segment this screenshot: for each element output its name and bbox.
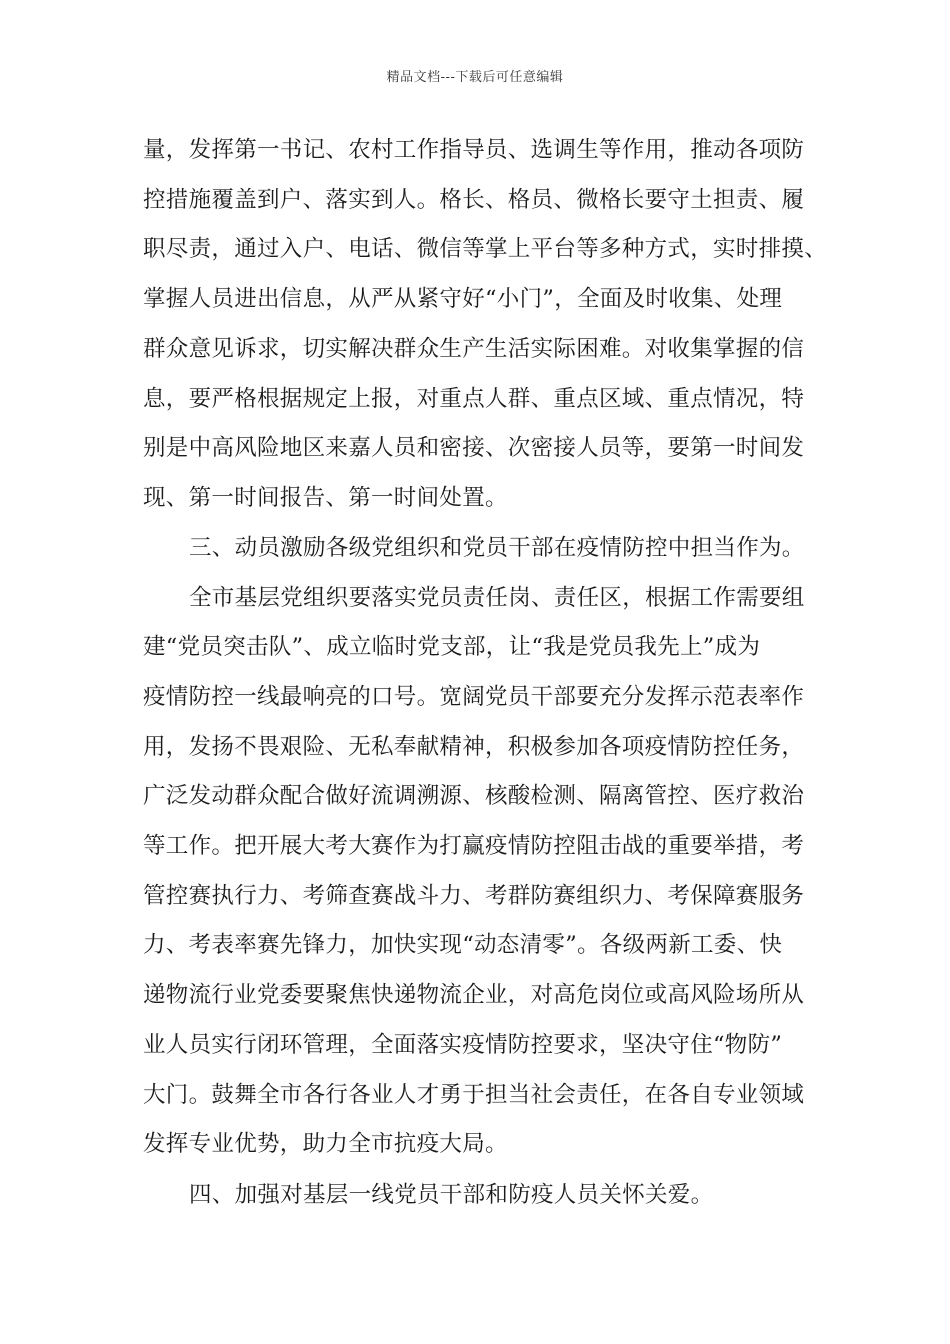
body-line: 管控赛执行力、考筛查赛战斗力、考群防赛组织力、考保障赛服务 bbox=[143, 883, 805, 909]
body-line: 量，发挥第一书记、农村工作指导员、选调生等作用，推动各项防 bbox=[143, 137, 805, 163]
body-line: 广泛发动群众配合做好流调溯源、核酸检测、隔离管控、医疗救治 bbox=[143, 783, 805, 809]
body-line: 职尽责，通过入户、电话、微信等掌上平台等多种方式，实时排摸、 bbox=[143, 236, 828, 262]
body-line: 现、第一时间报告、第一时间处置。 bbox=[143, 485, 508, 511]
body-line: 力、考表率赛先锋力，加快实现“动态清零”。各级两新工委、快 bbox=[143, 932, 783, 958]
body-line: 建“党员突击队”、成立临时党支部，让“我是党员我先上”成为 bbox=[143, 634, 761, 660]
section-heading: 三、动员激励各级党组织和党员干部在疫情防控中担当作为。 bbox=[189, 535, 805, 561]
body-line: 全市基层党组织要落实党员责任岗、责任区，根据工作需要组 bbox=[189, 585, 805, 611]
body-line: 掌握人员进出信息，从严从紧守好“小门”，全面及时收集、处理 bbox=[143, 286, 783, 312]
body-line: 群众意见诉求，切实解决群众生产生活实际困难。对收集掌握的信 bbox=[143, 336, 805, 362]
body-line: 业人员实行闭环管理，全面落实疫情防控要求，坚决守住“物防” bbox=[143, 1032, 783, 1058]
body-line: 大门。鼓舞全市各行各业人才勇于担当社会责任，在各自专业领域 bbox=[143, 1082, 805, 1108]
body-line: 发挥专业优势，助力全市抗疫大局。 bbox=[143, 1131, 508, 1157]
body-line: 息，要严格根据规定上报，对重点人群、重点区域、重点情况，特 bbox=[143, 386, 805, 412]
body-line: 疫情防控一线最响亮的口号。宽阔党员干部要充分发挥示范表率作 bbox=[143, 684, 805, 710]
section-heading: 四、加强对基层一线党员干部和防疫人员关怀关爱。 bbox=[189, 1182, 714, 1208]
page-header: 精品文档---下载后可任意编辑 bbox=[386, 70, 564, 85]
body-line: 递物流行业党委要聚焦快递物流企业，对高危岗位或高风险场所从 bbox=[143, 982, 805, 1008]
body-line: 等工作。把开展大考大赛作为打赢疫情防控阻击战的重要举措，考 bbox=[143, 833, 805, 859]
body-line: 控措施覆盖到户、落实到人。格长、格员、微格长要守土担责、履 bbox=[143, 187, 805, 213]
body-line: 用，发扬不畏艰险、无私奉献精神，积极参加各项疫情防控任务， bbox=[143, 734, 805, 760]
body-line: 别是中高风险地区来嘉人员和密接、次密接人员等，要第一时间发 bbox=[143, 435, 805, 461]
